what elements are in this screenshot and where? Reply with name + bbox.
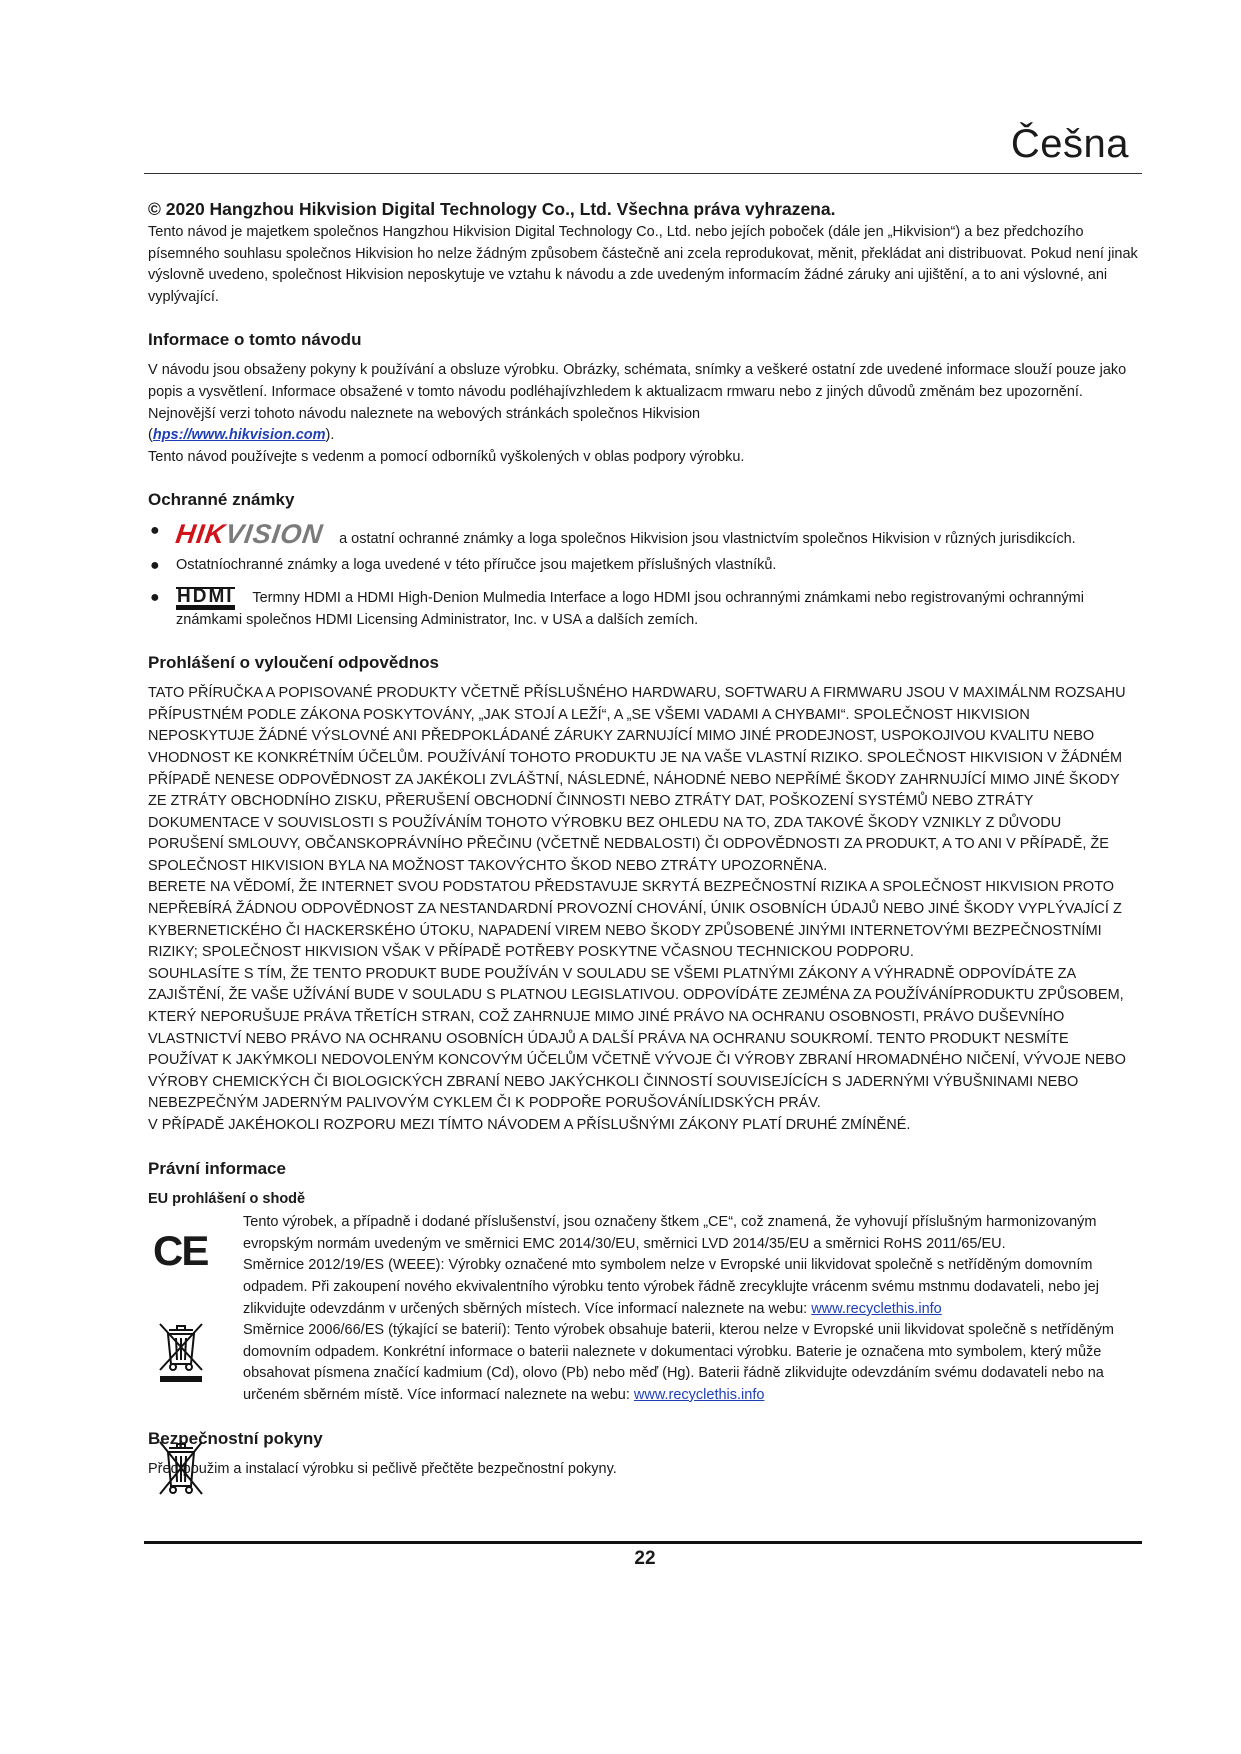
list-item: ● HDMI Termny HDMI a HDMI High-Denion Mulmedia Interface a logo HDMI jsou ochrannými známkami nebo registrovanými ochrannými známkami společnos HDMI Licensing Administrator, Inc. v USA a dalších zemích. bbox=[150, 585, 1084, 628]
bullet-icon: ● bbox=[150, 588, 160, 606]
hdmi-logo: HDMI bbox=[176, 587, 235, 610]
bullet-icon: ● bbox=[150, 556, 160, 574]
disclaimer-paragraph: V PŘÍPADĚ JAKÉHOKOLI ROZPORU MEZI TÍMTO NÁVODEM A PŘÍSLUŠNÝMI ZÁKONY PLATÍ DRUHÉ ZMÍNĚNÉ. bbox=[148, 1117, 911, 1133]
list-item: ● Ostatníochranné známky a loga uvedené v této příručce jsou majetkem příslušných vlastníků. bbox=[148, 555, 1140, 577]
safety-heading: Bezpečnostní pokyny bbox=[148, 1428, 323, 1448]
about-support-paragraph: Tento návod používejte s vedenm a pomocí odborníků vyškolených v oblas podpory výrobku. bbox=[148, 448, 745, 465]
disclaimer-paragraph: SOUHLASÍTE S TÍM, ŽE TENTO PRODUKT BUDE POUŽÍVÁN V SOULADU SE VŠEMI PLATNÝMI ZÁKONY A VÝHRADNĚ ODPOVÍDÁTE ZA ZAJIŠTĚNÍ, ŽE VAŠE UŽÍVÁNÍ BUDE V SOULADU S PLATNOU LEGISLATIVOU. ODPOVÍDÁTE ZEJMÉNA ZA POUŽÍVÁNÍPRODUKTU ZPŮSOBEM, KTERÝ NEPORUŠUJE PRÁVA TŘETÍCH STRAN, COŽ ZAHRNUJE MIMO JINÉ PRÁVO NA OCHRANU OSOBNOSTI, PRÁVO DUŠEVNÍHO VLASTNICTVÍ NEBO PRÁVO NA OCHRANU OSOBNÍCH ÚDAJŮ A DALŠÍ PRÁVA NA OCHRANU SOUKROMÍ. TENTO PRODUKT NESMÍTE POUŽÍVAT K JAKÝMKOLI NEDOVOLENÝM KONCOVÝM ÚČELŮM VČETNĚ VÝVOJE ČI VÝROBY ZBRANÍ HROMADNÉHO NIČENÍ, VÝVOJE NEBO VÝROBY CHEMICKÝCH ČI BIOLOGICKÝCH ZBRANÍ NEBO JAKÝCHKOLI ČINNOSTÍ SOUVISEJÍCÍCH S JADERNÝMI VÝBUŠNINAMI NEBO NEBEZPEČNÝM JADERNÝM PALIVOVÝM CYKLEM ČI K PODPOŘE PORUŠOVÁNÍLIDSKÝCH PRÁV. bbox=[148, 965, 1126, 1112]
legal-heading: Právní informace bbox=[148, 1158, 286, 1178]
about-heading: Informace o tomto návodu bbox=[148, 330, 362, 350]
document-body bbox=[148, 196, 1140, 1480]
page-language-title: Češna bbox=[1010, 122, 1129, 166]
recyclethis-link[interactable]: www.recyclethis.info bbox=[633, 1386, 765, 1403]
trademarks-list bbox=[148, 520, 1140, 631]
trademarks-heading: Ochranné známky bbox=[148, 490, 295, 510]
disclaimer-heading: Prohlášení o vyloučení odpovědnos bbox=[148, 653, 439, 673]
eu-declaration bbox=[148, 1212, 1140, 1406]
ce-paragraph: Tento výrobek, a případně i dodané příslušenství, jsou označeny štkem „CE“, což znamená, že vyhovují příslušným harmonizovaným evropským normám uvedeným ve směrnici EMC 2014/30/EU, směrnici LVD 2014/35/EU a směrnici RoHS 2011/65/EU. bbox=[243, 1214, 1097, 1252]
about-paragraph: V návodu jsou obsaženy pokyny k používání a obsluze výrobku. Obrázky, schémata, snímky a veškeré ostatní zde uvedené informace slouží pouze jako popis a vysvětlení. Informace obsažené v tomto návodu podléhajívzhledem k aktualizacm rmwaru nebo z jiných důvodů změnám bez upozornění. Nejnovější verzi tohoto návodu naleznete na webových stránkách společnos Hikvision (hps://www.hikvision.com). bbox=[148, 362, 1127, 444]
header-divider bbox=[144, 173, 1142, 174]
battery-paragraph: Směrnice 2006/66/ES (týkající se baterií): Tento výrobek obsahuje baterii, kterou nelze v Evropské unii likvidovat společně s netříděným domovním odpadem. Konkrétní informace o baterii naleznete v dokumentaci výrobku. Baterie je označena mto symbolem, který může obsahovat písmena značící kadmium (Cd), olovo (Pb) nebo měď (Hg). Baterii řádně zlikvidujte odevzdáním svému dodavateli nebo na určeném sběrném místě. Více informací naleznete na webu: www.recyclethis.info bbox=[243, 1322, 1114, 1403]
eu-declaration-heading: EU prohlášení o shodě bbox=[148, 1190, 306, 1207]
page-number: 22 bbox=[634, 1548, 656, 1569]
ce-mark-icon: CE bbox=[153, 1227, 208, 1275]
hikvision-website-link[interactable]: hps://www.hikvision.com bbox=[152, 427, 326, 444]
eu-declaration-text bbox=[243, 1212, 1140, 1406]
weee-paragraph: Směrnice 2012/19/ES (WEEE): Výrobky označené mto symbolem nelze v Evropské unii likvidovat společně s netříděným domovním odpadem. Při zakoupení nového ekvivalentního výrobku tento výrobek řádně zrecyklujte vrácenm svému mstnmu dodavateli, nebo jej zlikvidujte odevzdánm v určených sběrných místech. Více informací naleznete na webu: www.recyclethis.info bbox=[243, 1257, 1099, 1317]
compliance-icons bbox=[148, 1212, 243, 1406]
footer-divider bbox=[144, 1541, 1142, 1544]
copyright-line: © 2020 Hangzhou Hikvision Digital Technology Co., Ltd. Všechna práva vyhrazena. bbox=[148, 199, 836, 219]
disclaimer-text bbox=[148, 683, 1140, 1136]
intro-paragraph: Tento návod je majetkem společnos Hangzhou Hikvision Digital Technology Co., Ltd. nebo jejích poboček (dále jen „Hikvision“) a bez předchozího písemného souhlasu společnos Hikvision ho nelze žádným způsobem částečně ani zcela reprodukovat, měnit, překládat ani distribuovat. Pokud není jinak výslovně uvedeno, společnost Hikvision neposkytuje ve vztahu k návodu a zde uvedeným informacím žádné záruky ani ujištění, a to ani výslovné, ani vyplývající. bbox=[148, 224, 1138, 305]
safety-paragraph: Před použim a instalací výrobku si pečlivě přečtěte bezpečnostní pokyny. bbox=[148, 1460, 617, 1477]
list-item: ● HIKVISION a ostatní ochranné známky a loga společnos Hikvision jsou vlastnictvím společnos Hikvision v různých jurisdikcích. bbox=[150, 519, 1076, 550]
disclaimer-paragraph: TATO PŘÍRUČKA A POPISOVANÉ PRODUKTY VČETNĚ PŘÍSLUŠNÉHO HARDWARU, SOFTWARU A FIRMWARU JSOU V MAXIMÁLNM ROZSAHU PŘÍPUSTNÉM PODLE ZÁKONA POSKYTOVÁNY, „JAK STOJÍ A LEŽÍ“, A „SE VŠEMI VADAMI A CHYBAMI“. SPOLEČNOST HIKVISION NEPOSKYTUJE ŽÁDNÉ VÝSLOVNÉ ANI PŘEDPOKLÁDANÉ ZÁRUKY ZARNUJÍCÍ MIMO JINÉ PRODEJNOST, USPOKOJIVOU KVALITU NEBO VHODNOST KE KONKRÉTNÍM ÚČELŮM. POUŽÍVÁNÍ TOHOTO PRODUKTU JE NA VAŠE VLASTNÍ RIZIKO. SPOLEČNOST HIKVISION V ŽÁDNÉM PŘÍPADĚ NENESE ODPOVĚDNOST ZA JAKÉKOLI ZVLÁŠTNÍ, NÁSLEDNÉ, NÁHODNÉ NEBO NEPŘÍMÉ ŠKODY ZAHRNUJÍCÍ MIMO JINÉ ŠKODY ZE ZTRÁTY OBCHODNÍHO ZISKU, PŘERUŠENÍ OBCHODNÍ ČINNOSTI NEBO ZTRÁTY DAT, POŠKOZENÍ SYSTÉMŮ NEBO ZTRÁTY DOKUMENTACE V SOUVISLOSTI S POUŽÍVÁNÍM TOHOTO VÝROBKU BEZ OHLEDU NA TO, ZDA TAKOVÉ ŠKODY VZNIKLY Z DŮVODU PORUŠENÍ SMLOUVY, OBČANSKOPRÁVNÍHO PŘEČINU (VČETNĚ NEDBALOSTI) ČI ODPOVĚDNOSTI ZA PRODUKT, A TO ANI V PŘÍPADĚ, ŽE SPOLEČNOST HIKVISION BYLA NA MOŽNOST TAKOVÝCHTO ŠKOD NEBO ZTRÁTY UPOZORNĚNA. bbox=[148, 685, 1126, 874]
bullet-icon: ● bbox=[150, 522, 160, 540]
weee-crossed-bin-icon bbox=[156, 1320, 206, 1382]
recyclethis-link[interactable]: www.recyclethis.info bbox=[811, 1300, 942, 1317]
hikvision-logo: HIKVISION bbox=[173, 519, 326, 550]
disclaimer-paragraph: BERETE NA VĚDOMÍ, ŽE INTERNET SVOU PODSTATOU PŘEDSTAVUJE SKRYTÁ BEZPEČNOSTNÍ RIZIKA A SPOLEČNOST HIKVISION PROTO NEPŘEBÍRÁ ŽÁDNOU ODPOVĚDNOST ZA NESTANDARDNÍ PROVOZNÍ CHOVÁNÍ, ÚNIK OSOBNÍCH ÚDAJŮ NEBO JINÉ ŠKODY VYPLÝVAJÍCÍ Z KYBERNETICKÉHO ČI HACKERSKÉHO ÚTOKU, NAPADENÍ VIREM NEBO ŠKODY ZPŮSOBENÉ JINÝMI INTERNETOVÝMI BEZPEČNOSTNÍMI RIZIKY; SPOLEČNOST HIKVISION VŠAK V PŘÍPADĚ POTŘEBY POSKYTNE VČASNOU TECHNICKOU PODPORU. bbox=[148, 879, 1122, 961]
battery-crossed-bin-icon bbox=[156, 1438, 206, 1500]
